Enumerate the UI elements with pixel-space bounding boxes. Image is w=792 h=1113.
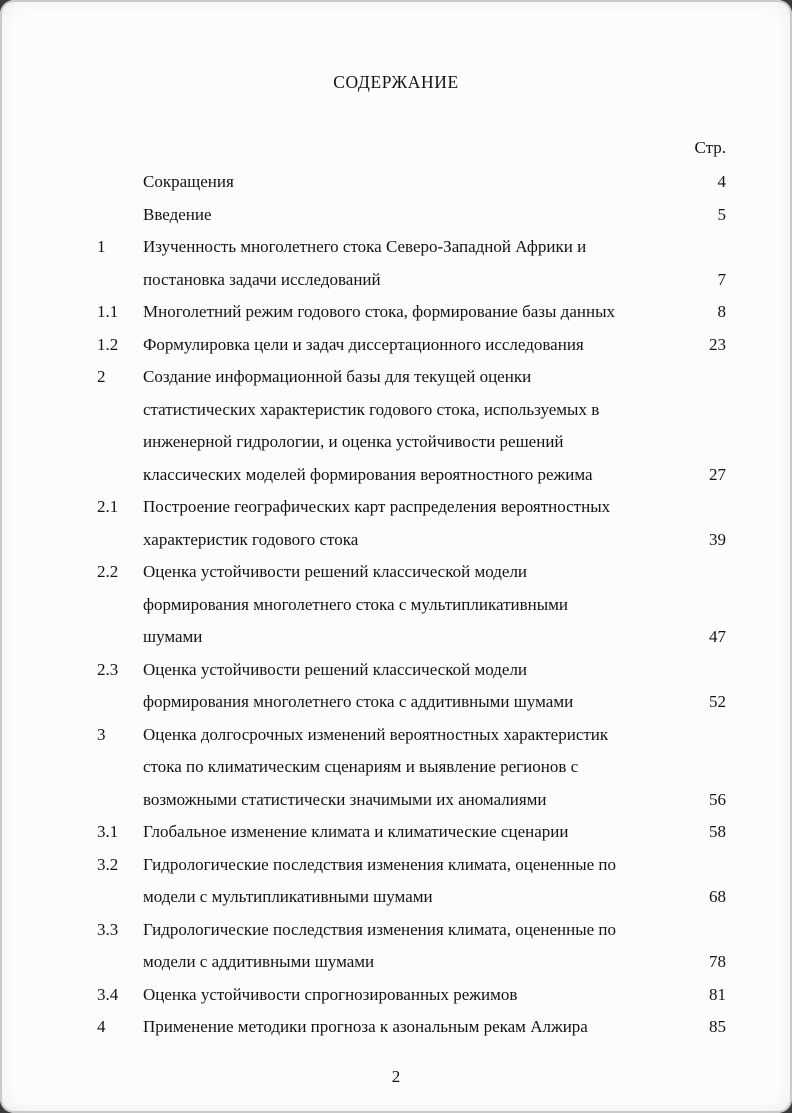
toc-entry-number: 3.2 — [97, 854, 119, 874]
toc-entry-title-line: статистических характеристик годового стока, используемых в — [143, 399, 600, 419]
toc-entry-title-line: Введение — [143, 204, 212, 224]
toc-entry-page: 56 — [709, 789, 726, 809]
toc-entry-page: 27 — [709, 464, 726, 484]
toc-entry-title-line: инженерной гидрологии, и оценка устойчивости решений — [143, 432, 564, 451]
toc-entry — [97, 556, 728, 654]
toc-entry-title — [143, 719, 678, 817]
toc-entry-title-line: модели с аддитивными шумами — [143, 952, 375, 971]
toc-entry — [97, 654, 728, 719]
toc-entry-number: 3.1 — [97, 822, 119, 841]
toc-entry-title-line: Гидрологические последствия изменения климата, оцененные по — [143, 854, 617, 874]
toc-entry-page: 5 — [717, 204, 726, 224]
toc-entry-title — [143, 654, 678, 719]
toc-entry-number: 3.4 — [97, 984, 119, 1004]
toc-entry-title — [143, 1011, 678, 1044]
page-title: СОДЕРЖАНИЕ — [333, 72, 459, 92]
toc-entry-title — [143, 491, 678, 556]
toc-entry-title-line: стока по климатическим сценариям и выявление регионов с — [143, 757, 579, 776]
toc-entry-title — [143, 979, 678, 1012]
toc-entry-number: 2.1 — [97, 497, 119, 516]
toc-entry — [97, 849, 728, 914]
toc-entry — [97, 491, 728, 556]
toc-entry-number: 1.2 — [97, 334, 119, 354]
toc-entry-title-line: Применение методики прогноза к азональным рекам Алжира — [143, 1017, 588, 1036]
toc-entry — [97, 231, 728, 296]
toc-entry-number: 3 — [97, 724, 106, 744]
toc-entry-title-line: Построение географических карт распределения вероятностных — [143, 497, 611, 516]
toc-entry — [97, 296, 728, 329]
toc-entry-number — [97, 199, 143, 232]
toc-entry-title — [143, 361, 678, 491]
toc-entry-title-line: Оценка устойчивости решений классической модели — [143, 659, 528, 679]
toc-entry-number: 1.1 — [97, 302, 119, 321]
toc-entry-number: 4 — [97, 1017, 106, 1036]
toc-entry-title-line: постановка задачи исследований — [143, 269, 381, 289]
toc-entry-title-line: модели с мультипликативными шумами — [143, 887, 433, 906]
toc-entry-title-line: шумами — [143, 627, 203, 646]
toc-entry-number: 2.2 — [97, 562, 119, 581]
toc-entry-title-line: характеристик годового стока — [143, 529, 359, 549]
toc-entry-title-line: формирования многолетнего стока с мультипликативными — [143, 594, 568, 614]
page-column-label: Стр. — [694, 138, 726, 157]
toc-entry-number: 2 — [97, 367, 106, 386]
toc-entry-number: 2.3 — [97, 659, 119, 679]
toc-entry-page: 8 — [717, 302, 726, 321]
toc-entry-title-line: Многолетний режим годового стока, формирование базы данных — [143, 302, 615, 321]
toc-entry-title-line: Оценка долгосрочных изменений вероятностных характеристик — [143, 724, 609, 744]
table-of-contents — [97, 166, 728, 1044]
toc-entry-title — [143, 816, 678, 849]
toc-entry-page: 39 — [709, 529, 726, 549]
footer-page-number: 2 — [391, 1067, 401, 1086]
toc-entry-title-line: Глобальное изменение климата и климатические сценарии — [143, 822, 569, 841]
toc-entry-number — [97, 166, 143, 199]
toc-entry — [97, 1011, 728, 1044]
toc-entry-title — [143, 166, 678, 199]
toc-entry — [97, 199, 728, 232]
toc-entry-title — [143, 296, 678, 329]
toc-entry — [97, 816, 728, 849]
toc-entry-title — [143, 199, 678, 232]
toc-entry-number: 3.3 — [97, 919, 119, 939]
toc-entry — [97, 361, 728, 491]
toc-entry-page: 85 — [709, 1017, 726, 1036]
toc-entry-page: 4 — [717, 172, 726, 191]
toc-entry — [97, 979, 728, 1012]
toc-entry-title-line: Сокращения — [143, 172, 234, 191]
toc-entry-title — [143, 849, 678, 914]
toc-entry — [97, 166, 728, 199]
toc-content — [0, 94, 792, 1044]
toc-entry-title-line: возможными статистически значимыми их аномалиями — [143, 789, 547, 809]
toc-entry-number: 1 — [97, 237, 106, 256]
toc-entry — [97, 719, 728, 817]
toc-entry-page: 78 — [709, 952, 726, 971]
toc-entry-title — [143, 231, 678, 296]
toc-entry-page: 7 — [717, 269, 726, 289]
toc-entry-page: 81 — [709, 984, 726, 1004]
toc-entry-title-line: Формулировка цели и задач диссертационного исследования — [143, 334, 584, 354]
toc-entry-title-line: Гидрологические последствия изменения климата, оцененные по — [143, 919, 617, 939]
toc-entry-title — [143, 914, 678, 979]
toc-entry-page: 52 — [709, 692, 726, 711]
toc-entry-page: 47 — [709, 627, 726, 646]
toc-entry-page: 23 — [709, 334, 726, 354]
toc-entry-title — [143, 556, 678, 654]
toc-entry-title-line: классических моделей формирования вероятностного режима — [143, 464, 593, 484]
toc-entry-title-line: формирования многолетнего стока с аддитивными шумами — [143, 692, 574, 711]
toc-entry — [97, 329, 728, 362]
toc-entry-title-line: Оценка устойчивости решений классической модели — [143, 562, 528, 581]
toc-entry — [97, 914, 728, 979]
toc-entry-page: 68 — [709, 887, 726, 906]
toc-entry-title-line: Изученность многолетнего стока Северо-Западной Африки и — [143, 237, 587, 256]
toc-entry-title-line: Создание информационной базы для текущей оценки — [143, 367, 532, 386]
toc-entry-title-line: Оценка устойчивости спрогнозированных режимов — [143, 984, 518, 1004]
toc-entry-page: 58 — [709, 822, 726, 841]
toc-entry-title — [143, 329, 678, 362]
